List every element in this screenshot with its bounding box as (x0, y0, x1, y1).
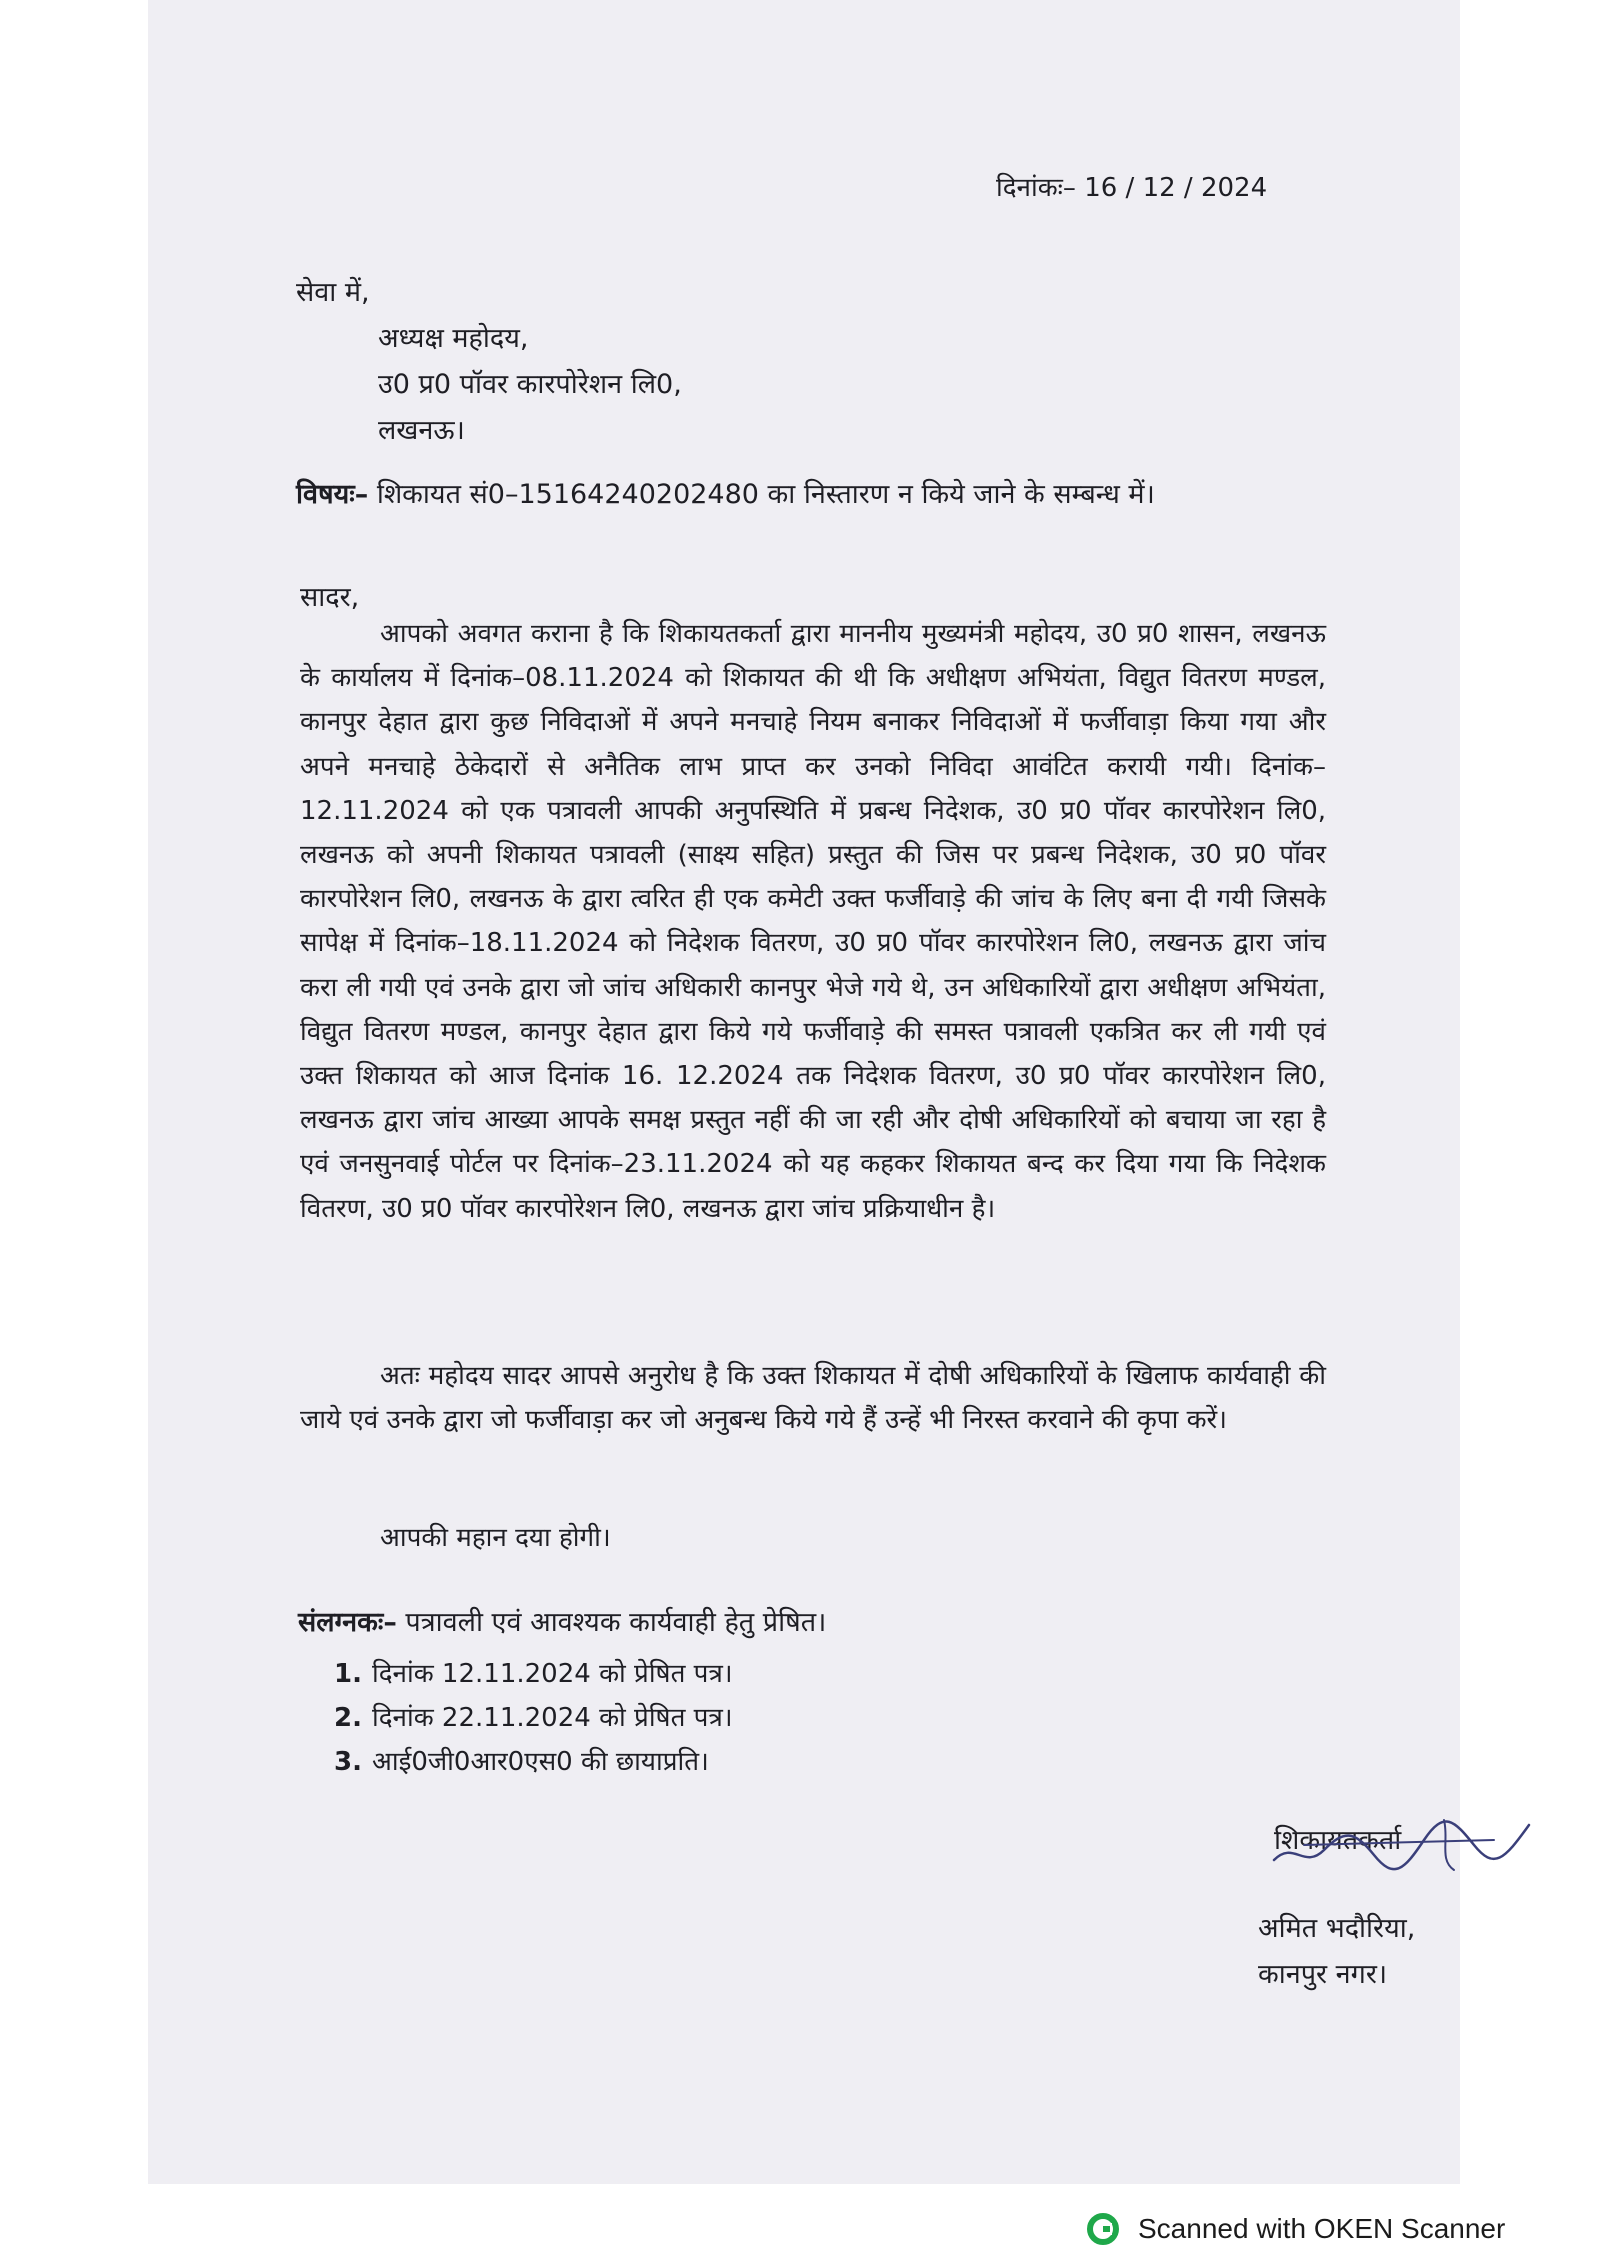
list-item (334, 1740, 733, 1784)
salutation: सादर, (300, 582, 360, 613)
handwritten-signature (1264, 1800, 1544, 1880)
list-item (334, 1696, 733, 1740)
body-paragraph-2: अतः महोदय सादर आपसे अनुरोध है कि उक्त शिकायत में दोषी अधिकारियों के खिलाफ कार्यवाही की जाये एवं उनके द्वारा जो फर्जीवाड़ा कर जो अनुबन्ध किये गये हैं उन्हें भी निरस्त करवाने की कृपा करें। (300, 1361, 1327, 1436)
enclosure-list (334, 1652, 733, 1784)
scanned-letter-page (148, 0, 1460, 2184)
list-item-text: आई0जी0आर0एस0 की छायाप्रति। (372, 1747, 709, 1777)
signoff-details (1258, 1906, 1415, 1998)
letter-date (996, 168, 1267, 204)
body-paragraph-1: आपको अवगत कराना है कि शिकायतकर्ता द्वारा माननीय मुख्यमंत्री महोदय, उ0 प्र0 शासन, लखनऊ के कार्यालय में दिनांक–08.11.2024 को शिकायत की थी कि अधीक्षण अभियंता, विद्युत वितरण मण्डल, कानपुर देहात द्वारा कुछ निविदाओं में अपने मनचाहे नियम बनाकर निविदाओं में फर्जीवाड़ा किया गया और अपने मनचाहे ठेकेदारों से अनैतिक लाभ प्राप्त कर उनको निविदा आवंटित करायी गयी। दिनांक–12.11.2024 को एक पत्रावली आपकी अनुपस्थिति में प्रबन्ध निदेशक, उ0 प्र0 पॉवर कारपोरेशन लि0, लखनऊ को अपनी शिकायत पत्रावली (साक्ष्य सहित) प्रस्तुत की जिस पर प्रबन्ध निदेशक, उ0 प्र0 पॉवर कारपोरेशन लि0, लखनऊ के द्वारा त्वरित ही एक कमेटी उक्त फर्जीवाड़े की जांच के लिए बना दी गयी जिसके सापेक्ष में दिनांक–18.11.2024 को निदेशक वितरण, उ0 प्र0 पॉवर कारपोरेशन लि0, लखनऊ द्वारा जांच करा ली गयी एवं उनके द्वारा जो जांच अधिकारी कानपुर भेजे गये थे, उन अधिकारियों द्वारा अधीक्षण अभियंता, विद्युत वितरण मण्डल, कानपुर देहात द्वारा किये गये फर्जीवाड़े की समस्त पत्रावली एकत्रित कर ली गयी एवं उक्त शिकायत को आज दिनांक 16. 12.2024 तक निदेशक वितरण, उ0 प्र0 पॉवर कारपोरेशन लि0, लखनऊ द्वारा जांच आख्या आपके समक्ष प्रस्तुत नहीं की जा रही और दोषी अधिकारियों को बचाया जा रहा है एवं जनसुनवाई पोर्टल पर दिनांक–23.11.2024 को यह कहकर शिकायत बन्द कर दिया गया कि निदेशक वितरण, उ0 प्र0 पॉवर कारपोरेशन लि0, लखनऊ द्वारा जांच प्रक्रियाधीन है। (300, 619, 1326, 1224)
date-label: दिनांकः– (996, 173, 1076, 203)
scanner-text: Scanned with OKEN Scanner (1138, 2213, 1506, 2244)
subject-line (296, 474, 1346, 511)
signoff-role: शिकायतकर्ता (1274, 1825, 1402, 1856)
list-item-text: दिनांक 12.11.2024 को प्रेषित पत्र। (372, 1659, 733, 1689)
address-line-3: लखनऊ। (378, 415, 465, 446)
recipient-address (296, 270, 682, 454)
list-item-number: 2. (334, 1703, 362, 1733)
enclosure-heading (298, 1602, 826, 1639)
sender-name: अमित भदौरिया, (1258, 1913, 1416, 1944)
enclosure-text: पत्रावली एवं आवश्यक कार्यवाही हेतु प्रेषित। (405, 1607, 827, 1638)
address-line-2: उ0 प्र0 पॉवर कारपोरेशन लि0, (378, 369, 682, 400)
list-item-number: 3. (334, 1747, 362, 1777)
subject-text: शिकायत सं0–15164240202480 का निस्तारण न किये जाने के सम्बन्ध में। (376, 479, 1155, 510)
sender-place: कानपुर नगर। (1258, 1959, 1388, 1990)
body-paragraph-3: आपकी महान दया होगी। (380, 1523, 611, 1553)
address-to: सेवा में, (296, 277, 370, 308)
list-item-text: दिनांक 22.11.2024 को प्रेषित पत्र। (372, 1703, 733, 1733)
date-value: 16 / 12 / 2024 (1084, 173, 1268, 203)
scanner-watermark (1086, 2212, 1505, 2246)
list-item-number: 1. (334, 1659, 362, 1689)
enclosure-label: संलग्नकः– (298, 1607, 397, 1638)
subject-label: विषयः– (296, 479, 369, 510)
address-line-1: अध्यक्ष महोदय, (378, 323, 529, 354)
list-item (334, 1652, 733, 1696)
oken-scanner-logo-icon (1086, 2212, 1120, 2246)
